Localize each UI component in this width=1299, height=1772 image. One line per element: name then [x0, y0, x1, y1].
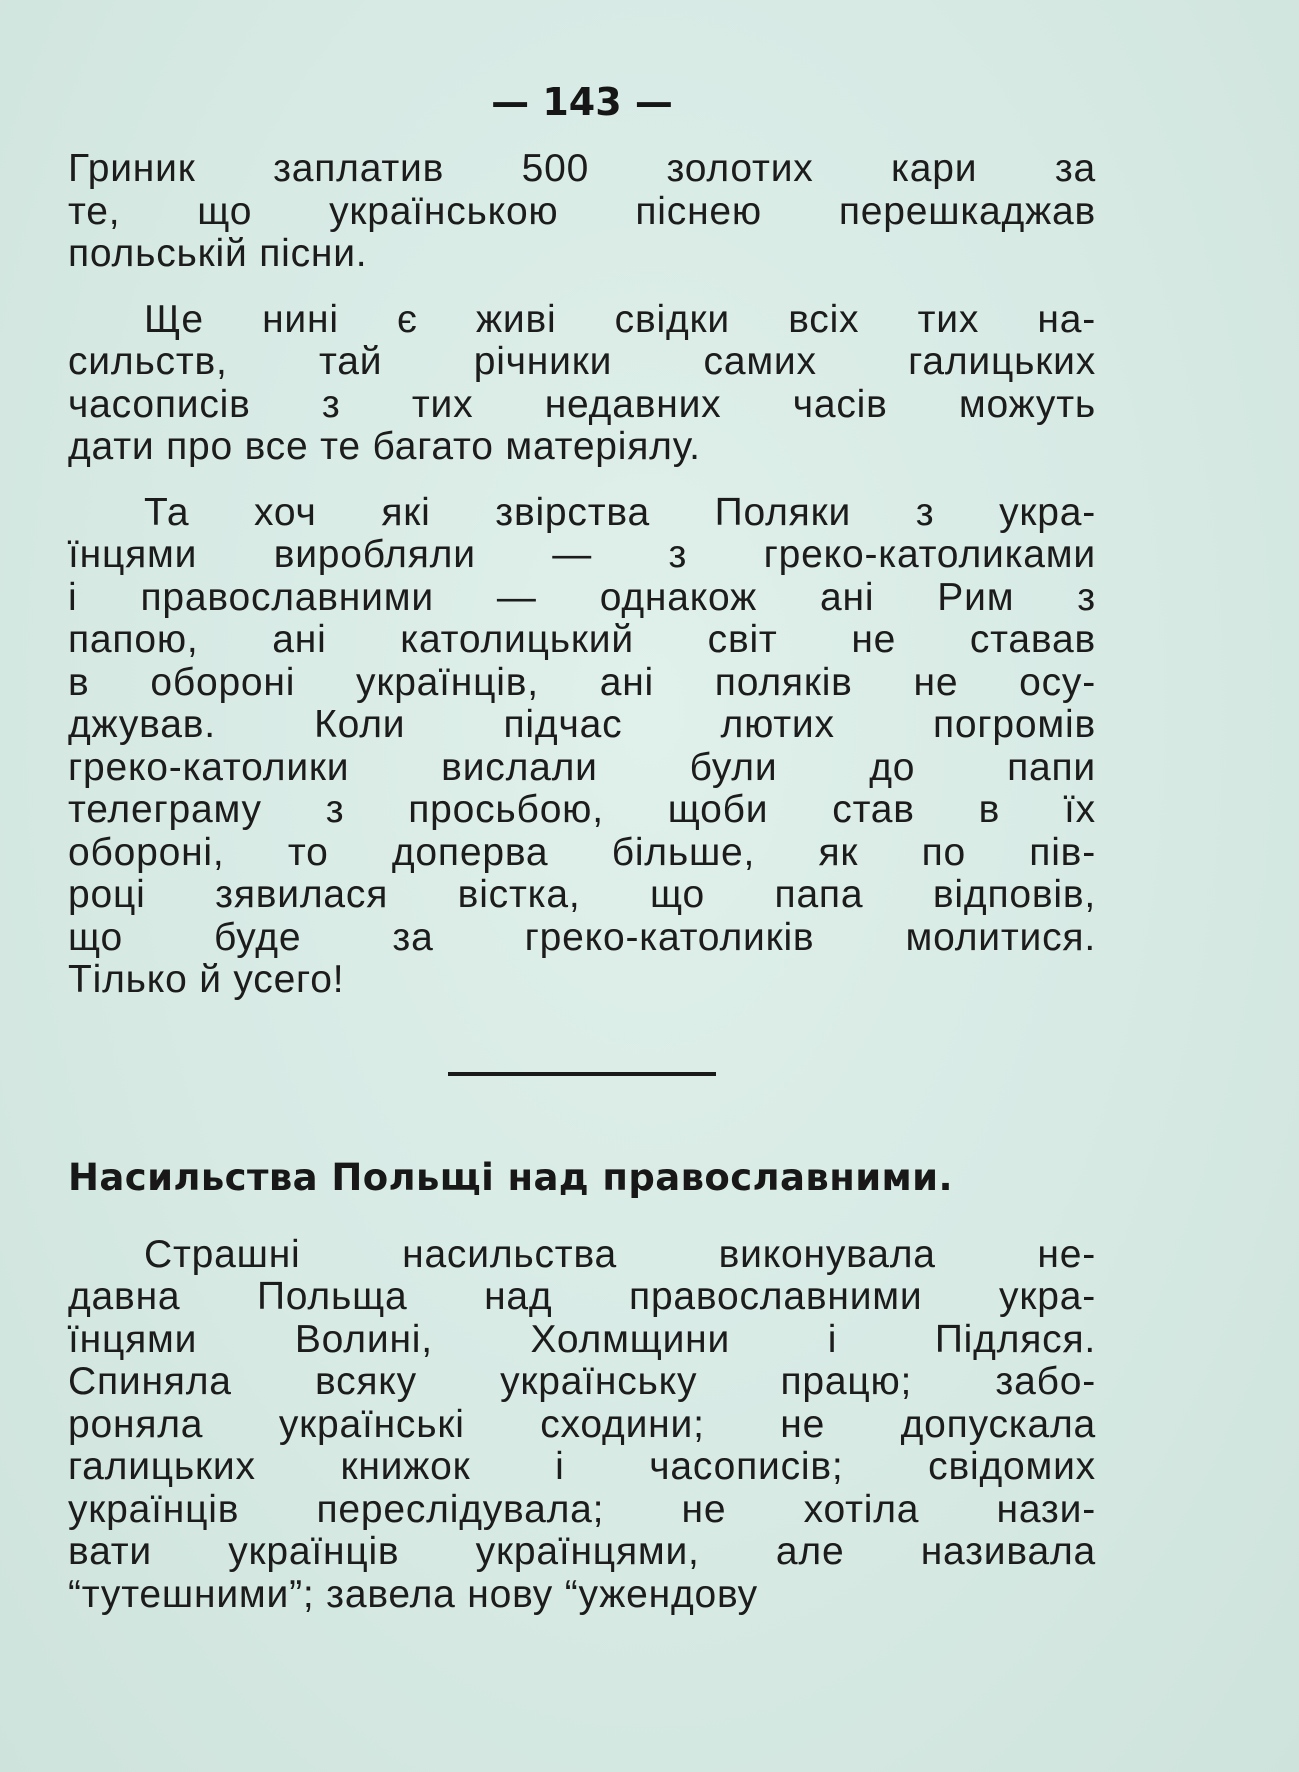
paragraph-line: Тілько й усего!	[68, 958, 345, 1001]
paragraph-line: їнцями виробляли — з греко-католиками	[68, 533, 1096, 576]
paragraph-line: сильств, тай річники самих галицьких	[68, 340, 1096, 383]
section-title: Насильства Польщі над православними.	[68, 1155, 953, 1199]
paragraph-line: джував. Коли підчас лютих погромів	[68, 703, 1096, 746]
paragraph-line: греко-католики вислали були до папи	[68, 745, 1096, 789]
paragraph-line: роняла українські сходини; не допускала	[68, 1402, 1096, 1446]
paragraph-line: Та хоч які звірства Поляки з укра-	[144, 490, 1096, 534]
paragraph-line: давна Польща над православними укра-	[68, 1275, 1096, 1318]
section-divider	[448, 1072, 716, 1076]
paragraph-line: телеграму з просьбою, щоби став в їх	[68, 788, 1096, 831]
paragraph-line: польській пісни.	[68, 232, 368, 275]
paragraph-line: в обороні українців, ані поляків не осу-	[68, 660, 1096, 704]
paragraph-line: вати українців українцями, але називала	[68, 1530, 1096, 1573]
paragraph-line: дати про все те багато матеріялу.	[68, 425, 701, 468]
text-column	[68, 72, 1096, 1639]
paragraph-line: їнцями Волині, Холмщини і Підляся.	[68, 1317, 1096, 1361]
paragraph-line: галицьких книжок і часописів; свідомих	[68, 1445, 1096, 1488]
paragraph-line: часописів з тих недавних часів можуть	[68, 382, 1096, 426]
paragraph-2	[68, 299, 1096, 469]
paragraph-line: що буде за греко-католиків молитися.	[68, 915, 1096, 959]
paragraph-4	[68, 1234, 1096, 1617]
paragraph-line: “тутешними”; завела нову “ужендову	[68, 1572, 758, 1616]
paragraph-line: папою, ані католицький світ не ставав	[68, 618, 1096, 661]
paragraph-line: Страшні насильства виконувала не-	[144, 1232, 1096, 1276]
paragraph-line: Спиняла всяку українську працю; забо-	[68, 1360, 1096, 1403]
paragraph-line: українців переслідувала; не хотіла нази-	[68, 1487, 1096, 1531]
paragraph-line: обороні, то доперва більше, як по пів-	[68, 830, 1096, 874]
paragraph-3	[68, 492, 1096, 1002]
paragraph-line: Гриник заплатив 500 золотих кари за	[68, 147, 1096, 190]
paragraph-1	[68, 148, 1096, 276]
paragraph-line: і православними — однакож ані Рим з	[68, 575, 1096, 619]
paragraph-line: Ще нині є живі свідки всіх тих на-	[144, 297, 1096, 341]
paragraph-line: те, що українською піснею перешкаджав	[68, 189, 1096, 233]
paragraph-line: році зявилася вістка, що папа відповів,	[68, 873, 1096, 916]
page-number: — 143 —	[491, 80, 673, 124]
